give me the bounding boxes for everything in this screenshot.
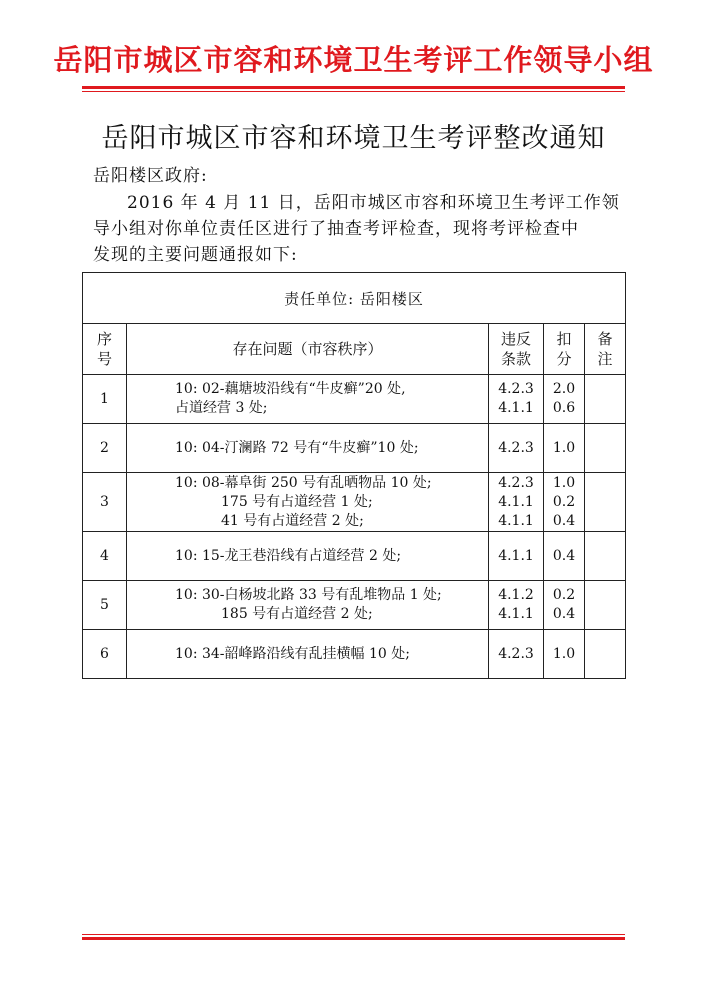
row-note [585, 581, 626, 630]
row-issue: 10: 04-汀澜路 72 号有“牛皮癣”10 处; [127, 424, 489, 473]
responsible-unit: 责任单位: 岳阳楼区 [83, 273, 626, 324]
row-issue: 10: 08-幕阜街 250 号有乱晒物品 10 处; 175 号有占道经营 1 处; 41 号有占道经营 2 处; [127, 473, 489, 532]
table-row [83, 532, 626, 581]
row-note [585, 532, 626, 581]
header-rule-thin [82, 91, 625, 92]
row-clauses: 4.2.3 4.1.1 [489, 375, 544, 424]
table-row [83, 424, 626, 473]
row-clauses: 4.1.2 4.1.1 [489, 581, 544, 630]
row-seq: 1 [83, 375, 127, 424]
footer-rule-thick [82, 937, 625, 940]
body-line-2: 导小组对你单位责任区进行了抽查考评检查，现将考评检查中 [93, 219, 579, 239]
body-line-1: 2016 年 4 月 11 日，岳阳市城区市容和环境卫生考评工作领 [127, 193, 620, 213]
row-deducts: 0.4 [544, 532, 585, 581]
table-row [83, 630, 626, 679]
table-header-row [83, 324, 626, 375]
row-issue: 10: 34-韶峰路沿线有乱挂横幅 10 处; [127, 630, 489, 679]
notice-title: 岳阳市城区市容和环境卫生考评整改通知 [101, 123, 606, 154]
row-deducts: 2.0 0.6 [544, 375, 585, 424]
row-deducts: 0.2 0.4 [544, 581, 585, 630]
row-deducts: 1.0 [544, 424, 585, 473]
row-issue: 10: 30-白杨坡北路 33 号有乱堆物品 1 处; 185 号有占道经营 2 处; [127, 581, 489, 630]
row-note [585, 473, 626, 532]
row-seq: 6 [83, 630, 127, 679]
footer-rule-thin [82, 934, 625, 935]
row-clauses: 4.2.3 4.1.1 4.1.1 [489, 473, 544, 532]
row-issue: 10: 02-藕塘坡沿线有“牛皮癣”20 处, 占道经营 3 处; [127, 375, 489, 424]
row-note [585, 424, 626, 473]
header-note: 备 注 [585, 324, 626, 375]
header-clause: 违反 条款 [489, 324, 544, 375]
row-seq: 3 [83, 473, 127, 532]
row-clauses: 4.2.3 [489, 424, 544, 473]
table-row [83, 581, 626, 630]
addressee: 岳阳楼区政府: [93, 166, 208, 186]
header-issue: 存在问题（市容秩序） [127, 324, 489, 375]
row-issue: 10: 15-龙王巷沿线有占道经营 2 处; [127, 532, 489, 581]
problems-table [82, 272, 626, 679]
header-rule-thick [82, 86, 625, 89]
row-note [585, 375, 626, 424]
row-seq: 2 [83, 424, 127, 473]
row-seq: 4 [83, 532, 127, 581]
org-title: 岳阳市城区市容和环境卫生考评工作领导小组 [53, 43, 654, 77]
row-clauses: 4.1.1 [489, 532, 544, 581]
row-deducts: 1.0 [544, 630, 585, 679]
row-clauses: 4.2.3 [489, 630, 544, 679]
row-seq: 5 [83, 581, 127, 630]
body-line-3: 发现的主要问题通报如下: [93, 245, 298, 265]
header-seq: 序 号 [83, 324, 127, 375]
header-deduct: 扣 分 [544, 324, 585, 375]
row-note [585, 630, 626, 679]
row-deducts: 1.0 0.2 0.4 [544, 473, 585, 532]
table-row [83, 473, 626, 532]
table-row [83, 375, 626, 424]
